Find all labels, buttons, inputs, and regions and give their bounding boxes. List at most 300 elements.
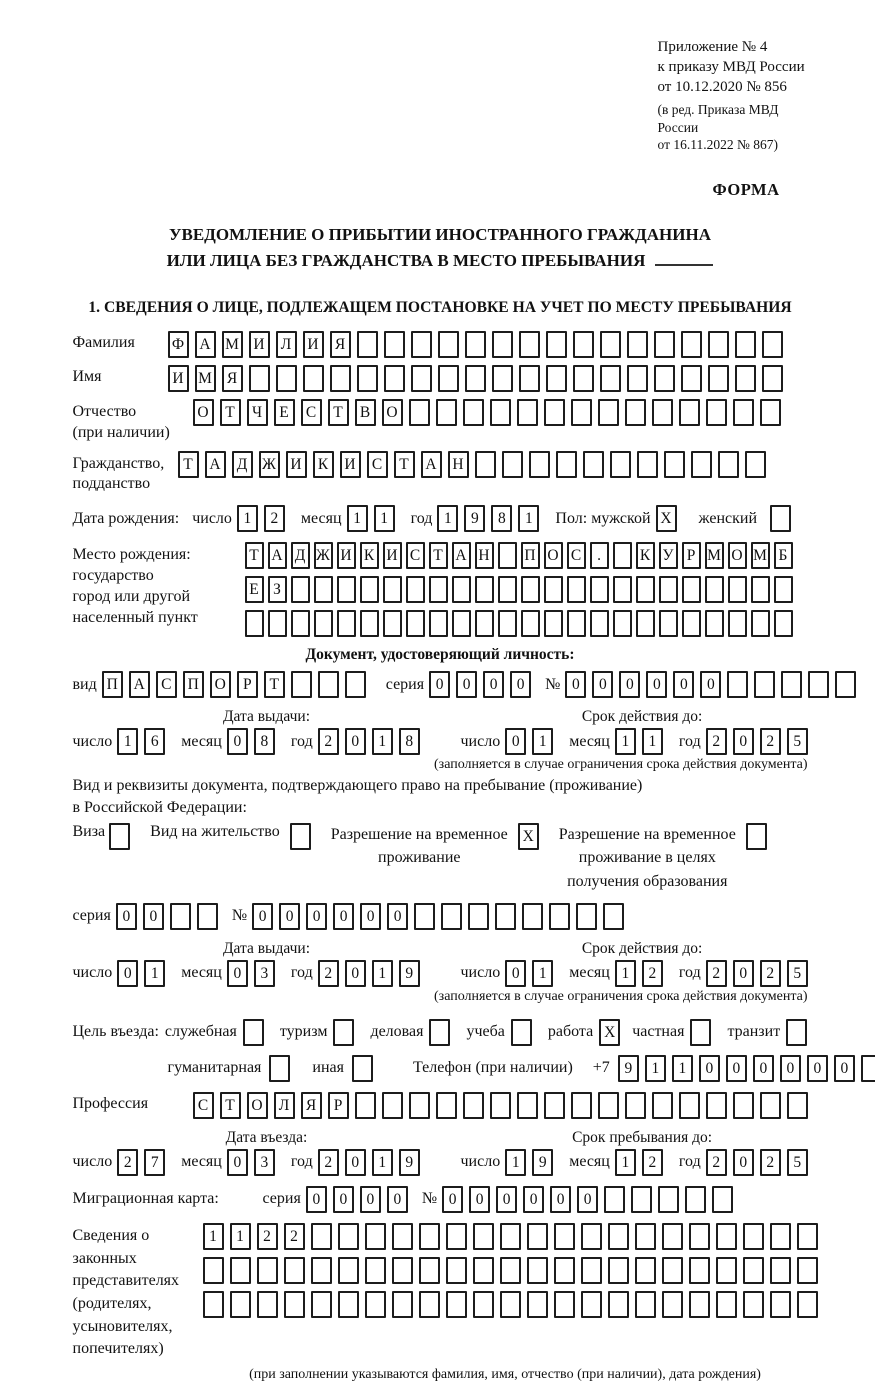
char-box[interactable] <box>392 1257 413 1284</box>
char-box[interactable] <box>330 365 351 392</box>
char-box[interactable]: 0 <box>387 1186 408 1213</box>
char-box[interactable] <box>257 1291 278 1318</box>
char-box[interactable] <box>770 505 791 532</box>
char-box[interactable]: 0 <box>619 671 640 698</box>
char-box[interactable]: 0 <box>227 728 248 755</box>
char-box[interactable]: X <box>656 505 677 532</box>
char-box[interactable] <box>511 1019 532 1046</box>
char-box[interactable]: 0 <box>753 1055 774 1082</box>
char-box[interactable] <box>797 1257 818 1284</box>
char-box[interactable]: 1 <box>117 728 138 755</box>
char-box[interactable]: 0 <box>429 671 450 698</box>
char-box[interactable] <box>284 1257 305 1284</box>
char-box[interactable]: 0 <box>646 671 667 698</box>
char-box[interactable]: Ж <box>314 542 333 569</box>
char-box[interactable]: 0 <box>505 960 526 987</box>
char-box[interactable]: 8 <box>491 505 512 532</box>
char-box[interactable] <box>522 903 543 930</box>
char-box[interactable]: 0 <box>387 903 408 930</box>
char-box[interactable] <box>708 331 729 358</box>
char-box[interactable] <box>438 331 459 358</box>
char-box[interactable] <box>495 903 516 930</box>
char-box[interactable] <box>636 610 655 637</box>
char-box[interactable]: А <box>195 331 216 358</box>
char-box[interactable]: 1 <box>372 1149 393 1176</box>
char-box[interactable]: Я <box>222 365 243 392</box>
char-box[interactable]: 2 <box>117 1149 138 1176</box>
char-box[interactable]: 1 <box>642 728 663 755</box>
char-box[interactable] <box>743 1223 764 1250</box>
char-box[interactable]: 2 <box>642 1149 663 1176</box>
char-box[interactable] <box>490 399 511 426</box>
char-box[interactable] <box>590 610 609 637</box>
char-box[interactable]: 0 <box>333 1186 354 1213</box>
char-box[interactable] <box>357 331 378 358</box>
char-box[interactable]: 2 <box>318 728 339 755</box>
char-box[interactable] <box>662 1291 683 1318</box>
char-box[interactable]: 0 <box>700 671 721 698</box>
char-box[interactable] <box>521 610 540 637</box>
char-box[interactable]: 1 <box>237 505 258 532</box>
char-box[interactable] <box>712 1186 733 1213</box>
char-box[interactable] <box>517 399 538 426</box>
char-box[interactable]: А <box>421 451 442 478</box>
char-box[interactable] <box>419 1257 440 1284</box>
char-box[interactable] <box>318 671 339 698</box>
char-box[interactable] <box>500 1291 521 1318</box>
char-box[interactable] <box>527 1257 548 1284</box>
char-box[interactable] <box>517 1092 538 1119</box>
char-box[interactable]: 0 <box>807 1055 828 1082</box>
char-box[interactable] <box>314 610 333 637</box>
char-box[interactable]: 0 <box>673 671 694 698</box>
char-box[interactable] <box>463 1092 484 1119</box>
char-box[interactable]: 1 <box>615 728 636 755</box>
char-box[interactable] <box>337 576 356 603</box>
char-box[interactable] <box>770 1291 791 1318</box>
char-box[interactable]: М <box>195 365 216 392</box>
char-box[interactable] <box>613 576 632 603</box>
char-box[interactable] <box>498 576 517 603</box>
char-box[interactable] <box>705 576 724 603</box>
char-box[interactable] <box>554 1257 575 1284</box>
char-box[interactable] <box>490 1092 511 1119</box>
char-box[interactable]: Т <box>429 542 448 569</box>
char-box[interactable] <box>728 576 747 603</box>
char-box[interactable]: 1 <box>203 1223 224 1250</box>
char-box[interactable] <box>770 1257 791 1284</box>
char-box[interactable] <box>635 1291 656 1318</box>
char-box[interactable] <box>598 399 619 426</box>
char-box[interactable]: 1 <box>672 1055 693 1082</box>
char-box[interactable] <box>745 451 766 478</box>
char-box[interactable]: С <box>406 542 425 569</box>
char-box[interactable] <box>473 1291 494 1318</box>
char-box[interactable] <box>627 331 648 358</box>
char-box[interactable] <box>681 365 702 392</box>
char-box[interactable]: 1 <box>518 505 539 532</box>
char-box[interactable] <box>613 542 632 569</box>
char-box[interactable] <box>230 1291 251 1318</box>
char-box[interactable]: 7 <box>144 1149 165 1176</box>
char-box[interactable] <box>689 1257 710 1284</box>
char-box[interactable] <box>446 1223 467 1250</box>
char-box[interactable]: 0 <box>483 671 504 698</box>
char-box[interactable] <box>249 365 270 392</box>
char-box[interactable] <box>465 365 486 392</box>
char-box[interactable] <box>382 1092 403 1119</box>
char-box[interactable] <box>691 451 712 478</box>
char-box[interactable]: 0 <box>510 671 531 698</box>
char-box[interactable]: 1 <box>615 1149 636 1176</box>
char-box[interactable]: Т <box>394 451 415 478</box>
char-box[interactable] <box>203 1257 224 1284</box>
char-box[interactable] <box>654 365 675 392</box>
char-box[interactable] <box>291 576 310 603</box>
char-box[interactable]: 1 <box>645 1055 666 1082</box>
char-box[interactable] <box>735 365 756 392</box>
char-box[interactable]: У <box>659 542 678 569</box>
char-box[interactable]: О <box>193 399 214 426</box>
char-box[interactable] <box>406 576 425 603</box>
char-box[interactable]: 0 <box>143 903 164 930</box>
char-box[interactable] <box>635 1257 656 1284</box>
char-box[interactable] <box>197 903 218 930</box>
char-box[interactable] <box>429 1019 450 1046</box>
char-box[interactable]: Т <box>245 542 264 569</box>
char-box[interactable]: 3 <box>254 1149 275 1176</box>
char-box[interactable]: А <box>129 671 150 698</box>
char-box[interactable]: 0 <box>496 1186 517 1213</box>
char-box[interactable]: 5 <box>787 728 808 755</box>
char-box[interactable] <box>774 610 793 637</box>
char-box[interactable] <box>635 1223 656 1250</box>
char-box[interactable]: 0 <box>306 1186 327 1213</box>
char-box[interactable] <box>808 671 829 698</box>
char-box[interactable] <box>554 1291 575 1318</box>
char-box[interactable] <box>365 1257 386 1284</box>
char-box[interactable]: Н <box>448 451 469 478</box>
char-box[interactable] <box>243 1019 264 1046</box>
char-box[interactable] <box>625 1092 646 1119</box>
char-box[interactable] <box>411 365 432 392</box>
char-box[interactable]: С <box>367 451 388 478</box>
char-box[interactable] <box>754 671 775 698</box>
char-box[interactable]: С <box>193 1092 214 1119</box>
char-box[interactable] <box>637 451 658 478</box>
char-box[interactable] <box>409 399 430 426</box>
char-box[interactable]: 0 <box>227 1149 248 1176</box>
char-box[interactable]: 0 <box>116 903 137 930</box>
char-box[interactable]: 9 <box>532 1149 553 1176</box>
char-box[interactable]: 2 <box>706 1149 727 1176</box>
char-box[interactable] <box>360 576 379 603</box>
char-box[interactable]: 2 <box>318 1149 339 1176</box>
char-box[interactable] <box>519 365 540 392</box>
char-box[interactable]: М <box>751 542 770 569</box>
char-box[interactable]: 5 <box>787 960 808 987</box>
char-box[interactable] <box>492 331 513 358</box>
char-box[interactable] <box>706 399 727 426</box>
char-box[interactable] <box>436 1092 457 1119</box>
char-box[interactable] <box>337 610 356 637</box>
char-box[interactable] <box>230 1257 251 1284</box>
char-box[interactable] <box>682 610 701 637</box>
char-box[interactable]: Л <box>274 1092 295 1119</box>
char-box[interactable] <box>652 399 673 426</box>
char-box[interactable]: И <box>383 542 402 569</box>
char-box[interactable]: 2 <box>706 728 727 755</box>
char-box[interactable]: С <box>156 671 177 698</box>
char-box[interactable]: Д <box>232 451 253 478</box>
char-box[interactable]: 0 <box>252 903 273 930</box>
char-box[interactable]: 2 <box>284 1223 305 1250</box>
char-box[interactable]: И <box>249 331 270 358</box>
char-box[interactable] <box>419 1223 440 1250</box>
char-box[interactable]: 0 <box>117 960 138 987</box>
char-box[interactable]: Т <box>328 399 349 426</box>
char-box[interactable]: 2 <box>264 505 285 532</box>
char-box[interactable] <box>492 365 513 392</box>
char-box[interactable]: 5 <box>787 1149 808 1176</box>
char-box[interactable] <box>679 1092 700 1119</box>
char-box[interactable]: П <box>183 671 204 698</box>
char-box[interactable] <box>276 365 297 392</box>
char-box[interactable] <box>835 671 856 698</box>
char-box[interactable] <box>463 399 484 426</box>
char-box[interactable] <box>475 610 494 637</box>
char-box[interactable] <box>581 1223 602 1250</box>
char-box[interactable] <box>384 365 405 392</box>
char-box[interactable] <box>333 1019 354 1046</box>
char-box[interactable] <box>581 1291 602 1318</box>
char-box[interactable]: М <box>222 331 243 358</box>
char-box[interactable] <box>500 1223 521 1250</box>
char-box[interactable] <box>662 1257 683 1284</box>
char-box[interactable]: 0 <box>733 728 754 755</box>
char-box[interactable] <box>268 610 287 637</box>
char-box[interactable]: Б <box>774 542 793 569</box>
char-box[interactable] <box>284 1291 305 1318</box>
char-box[interactable]: 0 <box>345 960 366 987</box>
char-box[interactable]: X <box>599 1019 620 1046</box>
char-box[interactable] <box>664 451 685 478</box>
char-box[interactable]: 0 <box>360 903 381 930</box>
char-box[interactable] <box>554 1223 575 1250</box>
char-box[interactable]: 2 <box>642 960 663 987</box>
char-box[interactable] <box>409 1092 430 1119</box>
char-box[interactable]: 1 <box>437 505 458 532</box>
char-box[interactable]: . <box>590 542 609 569</box>
char-box[interactable]: Т <box>264 671 285 698</box>
char-box[interactable] <box>636 576 655 603</box>
char-box[interactable] <box>475 451 496 478</box>
char-box[interactable]: 0 <box>834 1055 855 1082</box>
char-box[interactable] <box>544 1092 565 1119</box>
char-box[interactable] <box>608 1223 629 1250</box>
char-box[interactable]: 0 <box>699 1055 720 1082</box>
char-box[interactable] <box>682 576 701 603</box>
char-box[interactable] <box>662 1223 683 1250</box>
char-box[interactable]: 2 <box>760 1149 781 1176</box>
char-box[interactable] <box>203 1291 224 1318</box>
char-box[interactable]: 1 <box>372 728 393 755</box>
char-box[interactable]: 9 <box>399 960 420 987</box>
char-box[interactable] <box>797 1223 818 1250</box>
char-box[interactable]: 0 <box>733 960 754 987</box>
char-box[interactable] <box>355 1092 376 1119</box>
char-box[interactable]: О <box>728 542 747 569</box>
char-box[interactable] <box>861 1055 875 1082</box>
char-box[interactable] <box>608 1257 629 1284</box>
char-box[interactable] <box>728 610 747 637</box>
char-box[interactable] <box>269 1055 290 1082</box>
char-box[interactable] <box>679 399 700 426</box>
char-box[interactable] <box>705 610 724 637</box>
char-box[interactable]: 0 <box>726 1055 747 1082</box>
char-box[interactable]: 1 <box>532 728 553 755</box>
char-box[interactable] <box>733 399 754 426</box>
char-box[interactable]: А <box>205 451 226 478</box>
char-box[interactable] <box>733 1092 754 1119</box>
char-box[interactable] <box>576 903 597 930</box>
char-box[interactable] <box>706 1092 727 1119</box>
char-box[interactable] <box>735 331 756 358</box>
char-box[interactable] <box>571 399 592 426</box>
char-box[interactable] <box>446 1257 467 1284</box>
char-box[interactable] <box>441 903 462 930</box>
char-box[interactable]: З <box>268 576 287 603</box>
char-box[interactable] <box>352 1055 373 1082</box>
char-box[interactable]: 0 <box>780 1055 801 1082</box>
char-box[interactable]: Р <box>328 1092 349 1119</box>
char-box[interactable]: Р <box>682 542 701 569</box>
char-box[interactable] <box>436 399 457 426</box>
char-box[interactable]: Е <box>274 399 295 426</box>
char-box[interactable]: П <box>102 671 123 698</box>
char-box[interactable]: 0 <box>360 1186 381 1213</box>
char-box[interactable]: И <box>303 331 324 358</box>
char-box[interactable]: Ф <box>168 331 189 358</box>
char-box[interactable]: 2 <box>760 960 781 987</box>
char-box[interactable] <box>659 576 678 603</box>
char-box[interactable] <box>689 1223 710 1250</box>
char-box[interactable] <box>746 823 767 850</box>
char-box[interactable] <box>419 1291 440 1318</box>
char-box[interactable] <box>654 331 675 358</box>
char-box[interactable] <box>360 610 379 637</box>
char-box[interactable]: О <box>382 399 403 426</box>
char-box[interactable]: 0 <box>442 1186 463 1213</box>
char-box[interactable]: Л <box>276 331 297 358</box>
char-box[interactable] <box>631 1186 652 1213</box>
char-box[interactable]: И <box>340 451 361 478</box>
char-box[interactable] <box>727 671 748 698</box>
char-box[interactable] <box>762 331 783 358</box>
char-box[interactable]: Р <box>237 671 258 698</box>
char-box[interactable]: 2 <box>760 728 781 755</box>
char-box[interactable]: 0 <box>550 1186 571 1213</box>
char-box[interactable]: 0 <box>523 1186 544 1213</box>
char-box[interactable] <box>600 365 621 392</box>
char-box[interactable]: 1 <box>230 1223 251 1250</box>
char-box[interactable]: А <box>268 542 287 569</box>
char-box[interactable] <box>311 1223 332 1250</box>
char-box[interactable]: М <box>705 542 724 569</box>
char-box[interactable] <box>751 610 770 637</box>
char-box[interactable] <box>716 1291 737 1318</box>
char-box[interactable] <box>608 1291 629 1318</box>
char-box[interactable] <box>544 610 563 637</box>
char-box[interactable]: К <box>313 451 334 478</box>
char-box[interactable] <box>762 365 783 392</box>
char-box[interactable]: 0 <box>469 1186 490 1213</box>
char-box[interactable]: Я <box>330 331 351 358</box>
char-box[interactable] <box>446 1291 467 1318</box>
char-box[interactable]: И <box>168 365 189 392</box>
char-box[interactable] <box>760 399 781 426</box>
char-box[interactable] <box>708 365 729 392</box>
char-box[interactable]: 2 <box>318 960 339 987</box>
char-box[interactable]: 1 <box>372 960 393 987</box>
char-box[interactable]: 9 <box>618 1055 639 1082</box>
char-box[interactable] <box>571 1092 592 1119</box>
char-box[interactable] <box>610 451 631 478</box>
char-box[interactable]: О <box>210 671 231 698</box>
char-box[interactable]: В <box>355 399 376 426</box>
char-box[interactable] <box>529 451 550 478</box>
char-box[interactable] <box>519 331 540 358</box>
char-box[interactable] <box>716 1257 737 1284</box>
char-box[interactable]: 0 <box>565 671 586 698</box>
char-box[interactable]: Т <box>220 1092 241 1119</box>
char-box[interactable]: 0 <box>505 728 526 755</box>
char-box[interactable] <box>414 903 435 930</box>
char-box[interactable] <box>406 610 425 637</box>
char-box[interactable] <box>716 1223 737 1250</box>
char-box[interactable] <box>743 1291 764 1318</box>
char-box[interactable] <box>383 610 402 637</box>
char-box[interactable] <box>659 610 678 637</box>
char-box[interactable] <box>546 331 567 358</box>
char-box[interactable] <box>338 1223 359 1250</box>
char-box[interactable]: А <box>452 542 471 569</box>
char-box[interactable]: 0 <box>345 1149 366 1176</box>
char-box[interactable] <box>290 823 311 850</box>
char-box[interactable]: 0 <box>733 1149 754 1176</box>
char-box[interactable]: 0 <box>456 671 477 698</box>
char-box[interactable] <box>468 903 489 930</box>
char-box[interactable] <box>743 1257 764 1284</box>
char-box[interactable] <box>573 331 594 358</box>
char-box[interactable]: Д <box>291 542 310 569</box>
char-box[interactable] <box>521 576 540 603</box>
char-box[interactable]: 8 <box>254 728 275 755</box>
char-box[interactable] <box>245 610 264 637</box>
char-box[interactable] <box>311 1291 332 1318</box>
char-box[interactable] <box>556 451 577 478</box>
char-box[interactable] <box>338 1291 359 1318</box>
char-box[interactable]: С <box>301 399 322 426</box>
char-box[interactable] <box>429 576 448 603</box>
char-box[interactable] <box>465 331 486 358</box>
char-box[interactable]: Ч <box>247 399 268 426</box>
char-box[interactable] <box>613 610 632 637</box>
char-box[interactable] <box>770 1223 791 1250</box>
char-box[interactable]: К <box>360 542 379 569</box>
char-box[interactable] <box>170 903 191 930</box>
char-box[interactable] <box>567 610 586 637</box>
